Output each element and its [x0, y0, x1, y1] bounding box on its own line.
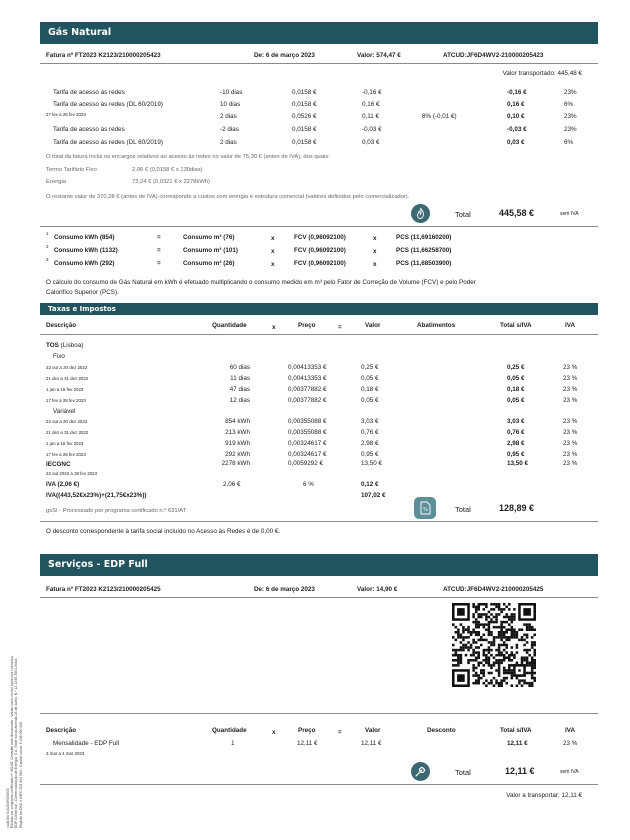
- servicos-row-price: 12,11 €: [297, 740, 318, 747]
- taxas-header-divider: [40, 334, 598, 335]
- tax-row-iva: 23 %: [563, 429, 578, 436]
- iecgnc-value: 13,50 €: [361, 460, 383, 467]
- fixo-label: Fixo: [53, 353, 65, 360]
- tax-row-period: 22 out a 20 dez 2022: [46, 365, 88, 370]
- gas-row-desc: Tarifa de acesso às redes: [53, 89, 125, 96]
- desconto-note: O desconto correspondente à tarifa social incluído no Acesso às Redes é de 0,00 €.: [46, 528, 281, 535]
- consumo-m3: Consumo m³ (101): [183, 247, 238, 254]
- tax-row-price: 0,00377882 €: [288, 397, 327, 404]
- gas-total-label: Total: [455, 210, 471, 219]
- gas-row-total: 0,03 €: [507, 139, 525, 146]
- tax-row-period: 17 fev a 28 fev 2023: [46, 398, 86, 403]
- servicos-table-top-divider: [40, 713, 598, 714]
- tax-row-period: 1 jan a 16 fev 2023: [46, 441, 84, 446]
- consumo-kwh: Consumo kWh (292): [54, 260, 115, 267]
- taxas-header-price: Preço: [298, 322, 316, 329]
- gas-row-total: 0,10 €: [507, 113, 525, 120]
- gas-section-title: Gás Natural: [48, 27, 112, 38]
- servicos-total-divider: [40, 784, 598, 785]
- taxas-header-value: Valor: [365, 322, 381, 329]
- consumo-m3: Consumo m³ (26): [183, 260, 235, 267]
- servicos-row-value: 12,11 €: [361, 740, 382, 747]
- servicos-total-value: 12,11 €: [505, 766, 535, 776]
- taxas-header-qty: Quantidade: [212, 322, 247, 329]
- tax-row-value: 0,05 €: [361, 375, 379, 382]
- tax-row-period: 22 out a 20 dez 2022: [46, 419, 88, 424]
- iecgnc-price: 0,0059292 €: [288, 460, 324, 467]
- gas-total-value: 445,58 €: [499, 208, 535, 218]
- iva-line-label: IVA (2,06 €): [46, 481, 80, 488]
- tos-label: TOS (Lisboa): [46, 342, 84, 349]
- consumo-x2: x: [373, 248, 377, 255]
- consumo-eq: =: [157, 234, 161, 241]
- servicos-row-period: 3 mar a 4 mar 2023: [46, 751, 85, 756]
- consumo-footnote-marker: 3: [46, 257, 49, 262]
- energia-value: 73,24 € (0,0321 € x 2278kWh): [132, 179, 210, 185]
- tax-row-period: 17 fev a 28 fev 2023: [46, 452, 86, 457]
- gas-row-value: 0,11 €: [362, 113, 380, 120]
- gas-invoice-number: Fatura nº FT2023 K2123/210000205423: [46, 52, 161, 59]
- gas-row-days: 10 dias: [220, 101, 241, 108]
- tax-row-qty: 60 dias: [229, 364, 250, 371]
- servicos-invoice-number: Fatura nº FT2023 K2123/210000205425: [46, 586, 161, 593]
- consumo-kwh: Consumo kWh (854): [54, 234, 115, 241]
- tax-row-value: 0,05 €: [361, 397, 379, 404]
- gas-row-total: 0,16 €: [507, 101, 525, 108]
- servicos-header-total: Total s/IVA: [500, 727, 532, 734]
- energia-label: Energia: [46, 179, 66, 185]
- servicos-invoice-date: De: 6 de março 2023: [254, 586, 315, 593]
- servicos-atcud: ATCUD:JF6D4WV2-210000205425: [443, 586, 544, 593]
- gas-row-price: 0,0158 €: [292, 126, 317, 133]
- gas-row-days: 2 dias: [220, 113, 237, 120]
- termo-label: Termo Tarifário Fixo: [46, 167, 97, 173]
- servicos-header-desconto: Desconto: [427, 727, 456, 734]
- tax-row-total: 0,25 €: [507, 364, 525, 371]
- consumo-x2: x: [373, 261, 377, 268]
- tax-row-iva: 23 %: [563, 451, 578, 458]
- tax-row-qty: 213 kWh: [225, 429, 250, 436]
- taxas-header-iva: IVA: [565, 322, 576, 329]
- taxas-header-desc: Descrição: [46, 322, 77, 329]
- tax-row-price: 0,00413353 €: [288, 364, 327, 371]
- servicos-total-label: Total: [455, 768, 471, 777]
- gas-row-period: 27 fev a 28 fev 2023: [46, 112, 86, 117]
- servicos-invoice-value: Valor: 14,90 €: [357, 586, 398, 593]
- gas-row-value: -0,03 €: [362, 126, 382, 133]
- tax-row-price: 0,00413353 €: [288, 375, 327, 382]
- gas-header-divider: [40, 63, 598, 64]
- servicos-sem-iva: sem IVA: [560, 769, 579, 775]
- consumo-x2: x: [373, 235, 377, 242]
- servicos-header-value: Valor: [365, 727, 381, 734]
- gas-row-days: -2 dias: [220, 126, 239, 133]
- tax-row-total: 0,05 €: [507, 375, 525, 382]
- tax-row-total: 0,95 €: [507, 451, 525, 458]
- tax-row-qty: 47 dias: [229, 386, 250, 393]
- consumo-footnote-marker: 2: [46, 244, 49, 249]
- iecgnc-total: 13,50 €: [507, 460, 529, 467]
- tax-row-total: 0,05 €: [507, 397, 525, 404]
- taxas-total-label: Total: [455, 505, 471, 514]
- gas-row-desc: Tarifa de acesso às redes: [53, 126, 125, 133]
- tax-row-total: 0,18 €: [507, 386, 525, 393]
- gas-row-value: 0,16 €: [362, 101, 380, 108]
- tax-row-qty: 919 kWh: [225, 440, 250, 447]
- tax-row-price: 0,00355088 €: [288, 418, 327, 425]
- tax-row-value: 0,25 €: [361, 364, 379, 371]
- servicos-header-x: x: [272, 729, 276, 736]
- gas-row-value: -0,16 €: [362, 89, 382, 96]
- gas-remaining-note: O restante valor de 370,28 € (antes de IVA) corresponde a custos com energia e estrutura comercial (valores definidos pelo comercializador).: [46, 194, 410, 200]
- tax-row-value: 0,18 €: [361, 386, 379, 393]
- iva-line-qty: 2,06 €: [223, 481, 241, 488]
- servicos-header-desc: Descrição: [46, 727, 77, 734]
- tax-row-qty: 292 kWh: [225, 451, 250, 458]
- servicos-section-title: Serviços - EDP Full: [48, 559, 148, 570]
- taxas-section-header: [40, 303, 598, 315]
- tax-row-price: 0,00355088 €: [288, 429, 327, 436]
- servicos-row-total: 12,11 €: [507, 740, 528, 747]
- consumo-x1: x: [271, 248, 275, 255]
- iecgnc-period: 22 out 2022 a 28 fev 2023: [46, 471, 98, 476]
- consumo-kwh: Consumo kWh (1132): [54, 247, 118, 254]
- iecgnc-label: IECGNC: [46, 461, 71, 468]
- gas-row-iva: 6%: [564, 101, 574, 108]
- tax-row-qty: 11 dias: [230, 375, 250, 382]
- servicos-row-iva: 23 %: [563, 740, 578, 747]
- tax-row-qty: 854 kWh: [225, 418, 250, 425]
- tax-row-value: 0,95 €: [361, 451, 379, 458]
- tax-row-period: 21 dez a 31 dez 2022: [46, 430, 89, 435]
- tax-row-total: 0,76 €: [507, 429, 525, 436]
- servicos-header-qty: Quantidade: [212, 727, 247, 734]
- gas-row-iva: 23%: [564, 89, 577, 96]
- taxas-total-value: 128,89 €: [499, 503, 535, 513]
- tax-row-price: 0,00377882 €: [288, 386, 327, 393]
- servicos-row-desc: Mensalidade - EDP Full: [53, 740, 120, 747]
- gas-row-days: 2 dias: [220, 139, 237, 146]
- consumo-fcv: FCV (0,96092100): [294, 247, 346, 254]
- gas-row-desc: Tarifa de acesso às redes (DL 60/2019): [53, 101, 164, 108]
- gas-total-divider: [40, 226, 598, 227]
- gas-row-price: 0,0158 €: [292, 101, 317, 108]
- servicos-section-header: [40, 554, 598, 576]
- consumo-fcv: FCV (0,96092100): [294, 260, 346, 267]
- tax-row-price: 0,00324617 €: [288, 451, 327, 458]
- tax-row-period: 1 jan a 16 fev 2023: [46, 387, 84, 392]
- tax-row-value: 3,03 €: [361, 418, 379, 425]
- taxas-section-title: Taxas e Impostos: [48, 304, 116, 313]
- tax-row-iva: 23 %: [563, 386, 578, 393]
- gas-row-value: 0,03 €: [362, 139, 380, 146]
- flame-icon: [411, 204, 430, 223]
- tax-row-iva: 23 %: [563, 397, 578, 404]
- svg-text:%: %: [423, 507, 428, 513]
- gas-row-iva: 23%: [564, 126, 577, 133]
- consumo-x1: x: [271, 261, 275, 268]
- gas-row-discount: 8% (-0,01 €): [422, 113, 457, 120]
- gas-invoice-date: De: 6 de março 2023: [254, 52, 315, 59]
- iecgnc-iva: 23 %: [563, 460, 578, 467]
- taxas-total-divider: [40, 521, 598, 522]
- consumo-eq: =: [157, 247, 161, 254]
- valor-a-transportar: Valor a transportar: 12,11 €: [506, 792, 582, 799]
- gas-row-total: -0,16 €: [507, 89, 527, 96]
- qr-code: [452, 603, 536, 687]
- gssi-note: gsSI - Processado por programa certificado n.º 631/AT: [46, 508, 187, 514]
- consumo-x1: x: [271, 235, 275, 242]
- tax-row-qty: 12 dias: [229, 397, 250, 404]
- tax-row-price: 0,00324617 €: [288, 440, 327, 447]
- calc-note-line2: Calorífico Superior (PCS).: [46, 289, 119, 296]
- gas-row-total: -0,03 €: [507, 126, 527, 133]
- taxas-header-x: x: [272, 324, 276, 331]
- servicos-header-iva: IVA: [565, 727, 576, 734]
- servicos-header-price: Preço: [298, 727, 316, 734]
- gas-row-iva: 23%: [564, 113, 577, 120]
- consumo-fcv: FCV (0,96092100): [294, 234, 346, 241]
- iva-line-rate: 6 %: [303, 481, 314, 488]
- gas-atcud: ATCUD:JF6D4WV2-210000205423: [443, 52, 544, 59]
- variavel-label: Variável: [53, 408, 76, 415]
- gas-row-iva: 6%: [564, 139, 574, 146]
- gas-invoice-value: Valor: 574,47 €: [357, 52, 401, 59]
- consumo-eq: =: [157, 260, 161, 267]
- tax-row-value: 0,76 €: [361, 429, 379, 436]
- gas-row-desc: Tarifa de acesso às redes (DL 60/2019): [53, 139, 164, 146]
- taxas-header-abat: Abatimentos: [417, 322, 456, 329]
- taxas-header-eq: =: [338, 324, 342, 331]
- servicos-header-eq: =: [338, 729, 342, 736]
- tax-row-iva: 23 %: [563, 375, 578, 382]
- consumo-pcs: PCS (11,68503900): [396, 260, 452, 267]
- tax-row-period: 21 dez a 31 dez 2022: [46, 376, 89, 381]
- tax-row-total: 3,03 €: [507, 418, 525, 425]
- tax-row-value: 2,98 €: [361, 440, 379, 447]
- gas-row-price: 0,0158 €: [292, 89, 317, 96]
- servicos-row-qty: 1: [231, 740, 235, 747]
- consumo-pcs: PCS (11,69160200): [396, 234, 452, 241]
- consumo-footnote-marker: 1: [46, 231, 49, 236]
- iva-line2-label: IVA((443,52€x23%)+(21,75€x23%)): [46, 492, 147, 499]
- receipt-icon: [414, 497, 436, 519]
- gas-row-days: -10 dias: [220, 89, 243, 96]
- iecgnc-qty: 2278 kWh: [221, 460, 250, 467]
- gas-section-header: [40, 22, 598, 44]
- termo-value: 2,06 € (0,0158 € x 130dias): [132, 167, 203, 173]
- gas-transported-value: Valor transportado: 445,48 €: [502, 70, 582, 77]
- servicos-header-divider: [40, 597, 598, 598]
- calc-note-line1: O cálculo do consumo de Gás Natural em kWh é efetuado multiplicando o consumo medido em m³ pelo Fator de Correção de Volume (FCV) e pelo Poder: [46, 279, 476, 286]
- taxas-header-total: Total s/IVA: [500, 322, 532, 329]
- side-legal-text: cod10bk 0102009000000 Emitido por programa certificado nº 481/AT. Consulte este documento - Válido como recibo após boa cobrança EDP Comercial - Comercialização de Energia, S.A. Sede social Avenida 24 de Julho, N.º 12 1249-300 Lisboa Registo na CRC e NIPC 503 504 564 - Capital social: € 248 030 005: [6, 656, 23, 828]
- iva-line-value: 0,12 €: [361, 481, 379, 488]
- consumo-pcs: PCS (11,66258700): [396, 247, 452, 254]
- consumo-m3: Consumo m³ (76): [183, 234, 235, 241]
- tax-row-iva: 23 %: [563, 364, 578, 371]
- tax-row-total: 2,98 €: [507, 440, 525, 447]
- wrench-icon: [411, 762, 430, 781]
- gas-sem-iva: sem IVA: [560, 211, 579, 217]
- gas-access-note: O total da fatura inclui os encargos relativos ao acesso às redes no valor de 75,30 € (antes de IVA), dos quais:: [46, 154, 330, 160]
- gas-row-price: 0,0158 €: [292, 139, 317, 146]
- tax-row-iva: 23 %: [563, 440, 578, 447]
- tax-row-iva: 23 %: [563, 418, 578, 425]
- gas-row-price: 0,0526 €: [292, 113, 317, 120]
- iva-line2-value: 107,02 €: [361, 492, 386, 499]
